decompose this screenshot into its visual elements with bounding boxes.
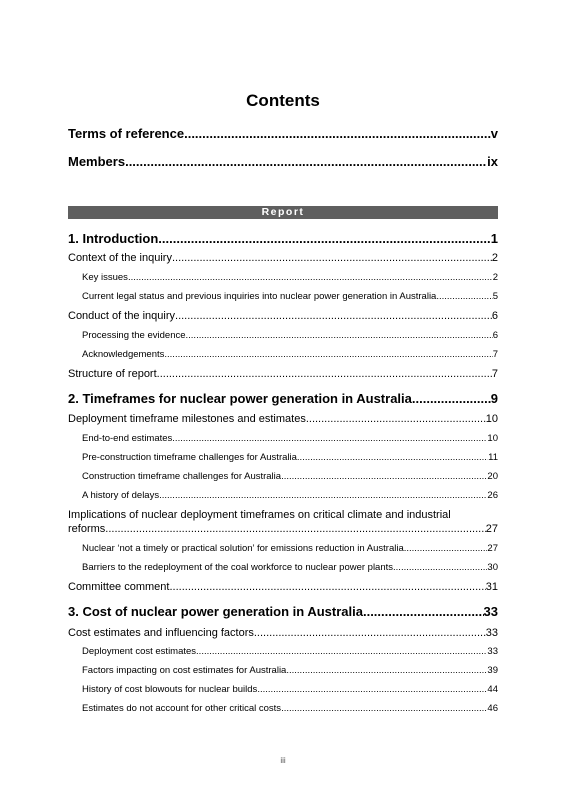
toc-entry-subsection[interactable] bbox=[82, 434, 498, 445]
toc-entry-page: 2 bbox=[492, 272, 498, 283]
toc-entry-page: 7 bbox=[492, 349, 498, 360]
toc-entry-subsection[interactable] bbox=[82, 704, 498, 715]
dot-leader bbox=[157, 368, 492, 381]
dot-leader bbox=[186, 331, 493, 342]
dot-leader bbox=[363, 605, 484, 620]
toc-entry-subsection[interactable] bbox=[82, 685, 498, 696]
toc-entry-page: 33 bbox=[487, 646, 498, 657]
dot-leader bbox=[393, 563, 487, 574]
toc-entry-subsection[interactable] bbox=[82, 350, 498, 361]
toc-entry-section[interactable] bbox=[68, 627, 498, 640]
toc-entry-label: Terms of reference bbox=[68, 126, 185, 141]
toc-entry-label: A history of delays bbox=[82, 490, 160, 501]
toc-entry-members[interactable] bbox=[68, 155, 498, 170]
dot-leader bbox=[125, 155, 487, 170]
toc-entry-label: Estimates do not account for other critical costs bbox=[82, 703, 282, 714]
dot-leader bbox=[412, 392, 491, 407]
page-number: iii bbox=[280, 756, 286, 765]
dot-leader bbox=[306, 413, 486, 426]
toc-entry-section[interactable] bbox=[68, 368, 498, 381]
dot-leader bbox=[281, 472, 487, 483]
toc-entry-label: Cost estimates and influencing factors bbox=[68, 627, 254, 639]
toc-entry-label: 1. Introduction bbox=[68, 231, 159, 246]
dot-leader bbox=[169, 581, 485, 594]
toc-entry-label: Committee comment bbox=[68, 581, 170, 593]
toc-entry-label: reforms bbox=[68, 523, 106, 535]
dot-leader bbox=[281, 704, 487, 715]
toc-entry-section[interactable] bbox=[68, 581, 498, 594]
toc-entry-page: 44 bbox=[487, 684, 498, 695]
toc-entry-label: Construction timeframe challenges for Australia bbox=[82, 471, 282, 482]
dot-leader bbox=[196, 647, 487, 658]
toc-entry-label: Acknowledgements bbox=[82, 349, 165, 360]
page-title: Contents bbox=[246, 91, 320, 110]
toc-entry-terms-of-reference[interactable] bbox=[68, 127, 498, 142]
toc-entry-page: 46 bbox=[487, 703, 498, 714]
toc-entry-page: 10 bbox=[487, 433, 498, 444]
toc-entry-label: End-to-end estimates bbox=[82, 433, 173, 444]
toc-entry-label: Implications of nuclear deployment timeframes on critical climate and industrial bbox=[68, 509, 451, 521]
toc-entry-subsection[interactable] bbox=[82, 563, 498, 574]
toc-entry-chapter[interactable] bbox=[68, 605, 498, 620]
toc-entry-section[interactable] bbox=[68, 310, 498, 323]
toc-entry-subsection[interactable] bbox=[82, 491, 498, 502]
toc-entry-label: Structure of report bbox=[68, 368, 157, 380]
toc-entry-label: Key issues bbox=[82, 272, 128, 283]
toc-entry-page: 7 bbox=[491, 368, 498, 380]
toc-entry-page: 31 bbox=[485, 581, 498, 593]
toc-entry-page: 33 bbox=[485, 627, 498, 639]
toc-entry-section[interactable] bbox=[68, 252, 498, 265]
toc-entry-page: v bbox=[490, 126, 498, 141]
toc-entry-page: 27 bbox=[487, 543, 498, 554]
dot-leader bbox=[128, 273, 493, 284]
toc-entry-chapter[interactable] bbox=[68, 392, 498, 407]
dot-leader bbox=[286, 666, 487, 677]
toc-entry-label: Context of the inquiry bbox=[68, 252, 172, 264]
toc-entry-chapter[interactable] bbox=[68, 232, 498, 247]
toc-entry-label: History of cost blowouts for nuclear builds bbox=[82, 684, 258, 695]
dot-leader bbox=[436, 292, 492, 303]
toc-entry-page: 10 bbox=[485, 413, 498, 425]
toc-entry-page: 30 bbox=[487, 562, 498, 573]
toc-entry-section[interactable] bbox=[68, 413, 498, 426]
toc-entry-subsection[interactable] bbox=[82, 472, 498, 483]
dot-leader bbox=[297, 453, 488, 464]
dot-leader bbox=[175, 310, 492, 323]
toc-entry-label: Conduct of the inquiry bbox=[68, 310, 176, 322]
dot-leader bbox=[159, 491, 487, 502]
dot-leader bbox=[172, 434, 487, 445]
toc-entry-subsection[interactable] bbox=[82, 331, 498, 342]
dot-leader bbox=[257, 685, 487, 696]
dot-leader bbox=[164, 350, 492, 361]
toc-entry-label: Deployment timeframe milestones and estimates bbox=[68, 413, 306, 425]
toc-entry-label: Pre-construction timeframe challenges for Australia bbox=[82, 452, 297, 463]
toc-entry-label: Processing the evidence bbox=[82, 330, 186, 341]
dot-leader bbox=[404, 544, 488, 555]
toc-entry-subsection[interactable] bbox=[82, 453, 498, 464]
dot-leader bbox=[184, 127, 491, 142]
toc-entry-label: Deployment cost estimates bbox=[82, 646, 197, 657]
dot-leader bbox=[158, 232, 490, 247]
dot-leader bbox=[105, 523, 485, 536]
toc-entry-page: 1 bbox=[490, 231, 498, 246]
toc-entry-label: Factors impacting on cost estimates for Australia bbox=[82, 665, 287, 676]
toc-entry-label: Current legal status and previous inquiries into nuclear power generation in Australia bbox=[82, 291, 437, 302]
toc-entry-subsection[interactable] bbox=[82, 292, 498, 303]
section-banner: Report bbox=[68, 206, 498, 219]
toc-entry-page: 39 bbox=[487, 665, 498, 676]
toc-entry-subsection[interactable] bbox=[82, 273, 498, 284]
toc-entry-page: 33 bbox=[483, 604, 498, 619]
toc-entry-section-line1[interactable] bbox=[68, 509, 498, 522]
toc-entry-label: 2. Timeframes for nuclear power generation in Australia bbox=[68, 391, 412, 406]
toc-entry-label: Barriers to the redeployment of the coal workforce to nuclear power plants bbox=[82, 562, 394, 573]
dot-leader bbox=[172, 252, 492, 265]
toc-entry-page: 11 bbox=[488, 452, 498, 463]
toc-entry-page: 6 bbox=[492, 330, 498, 341]
toc-entry-section[interactable] bbox=[68, 523, 498, 536]
toc-entry-subsection[interactable] bbox=[82, 544, 498, 555]
toc-entry-page: 5 bbox=[492, 291, 498, 302]
toc-entry-label: 3. Cost of nuclear power generation in Australia bbox=[68, 604, 363, 619]
toc-entry-page: ix bbox=[487, 154, 498, 169]
toc-entry-page: 6 bbox=[491, 310, 498, 322]
toc-entry-page: 26 bbox=[487, 490, 498, 501]
toc-entry-subsection[interactable] bbox=[82, 647, 498, 658]
toc-entry-page: 20 bbox=[487, 471, 498, 482]
toc-entry-page: 2 bbox=[491, 252, 498, 264]
toc-entry-subsection[interactable] bbox=[82, 666, 498, 677]
dot-leader bbox=[254, 627, 486, 640]
toc-entry-label: Members bbox=[68, 154, 126, 169]
toc-entry-label: Nuclear ‘not a timely or practical solution’ for emissions reduction in Australia bbox=[82, 543, 404, 554]
toc-entry-page: 27 bbox=[485, 523, 498, 535]
toc-entry-page: 9 bbox=[490, 391, 498, 406]
